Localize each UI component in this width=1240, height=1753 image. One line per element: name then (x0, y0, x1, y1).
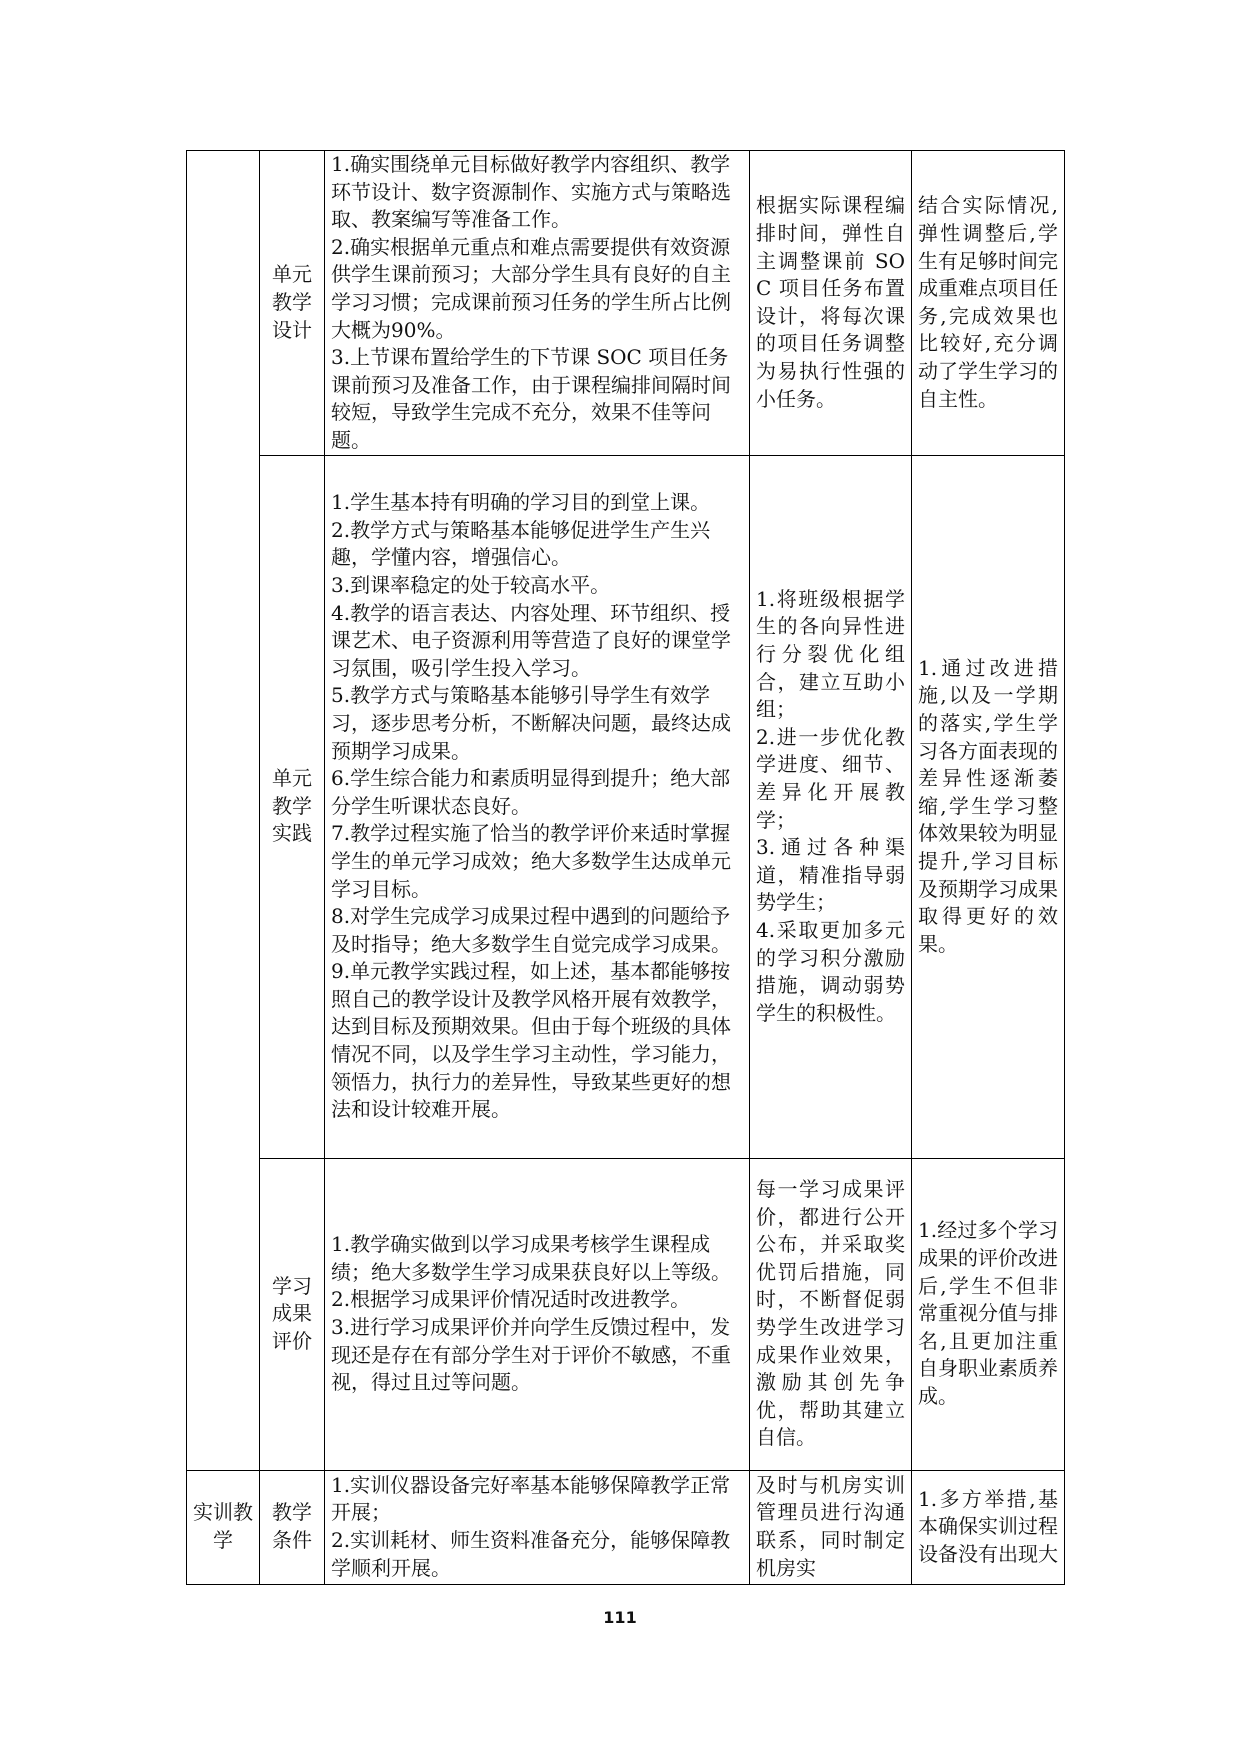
subcategory-cell: 单元教学设计 (260, 151, 325, 456)
situation-item: 1.实训仪器设备完好率基本能够保障教学正常开展； (331, 1472, 731, 1525)
situation-item: 1.学生基本持有明确的学习目的到堂上课。 (331, 490, 711, 515)
measures-item: 3.通过各种渠道，精准指导弱势学生； (756, 835, 905, 915)
measures-cell (750, 1158, 912, 1470)
category-cell: 实训教学 (187, 1470, 260, 1584)
situation-item: 2.确实根据单元重点和难点需要提供有效资源供学生课前预习；大部分学生具有良好的自主学习习惯；完成课前预习任务的学生所占比例大概为90%。 (331, 234, 731, 342)
situation-item: 5.教学方式与策略基本能够引导学生有效学习，逐步思考分析，不断解决问题，最终达成预期学习成果。 (331, 683, 731, 763)
table-row (187, 455, 1065, 1158)
report-table-body (187, 151, 1065, 1585)
situation-item: 3.进行学习成果评价并向学生反馈过程中，发现还是存在有部分学生对于评价不敏感，不重视，得过且过等问题。 (331, 1315, 731, 1395)
situation-item: 3.上节课布置给学生的下节课 SOC 项目任务课前预习及准备工作，由于课程编排间隔时间较短，导致学生完成不充分，效果不佳等问题。 (331, 345, 731, 452)
measures-item: 4.采取更加多元的学习积分激励措施，调动弱势学生的积极性。 (756, 917, 905, 1025)
situation-item: 3.到课率稳定的处于较高水平。 (331, 572, 611, 597)
situation-cell (325, 1158, 750, 1470)
effects-cell (912, 151, 1065, 456)
measures-cell (750, 455, 912, 1158)
situation-cell (325, 1470, 750, 1584)
subcategory-cell: 单元教学实践 (260, 455, 325, 1158)
measures-item: 2.进一步优化教学进度、细节、差异化开展教学； (756, 724, 905, 832)
effects-item: 1.多方举措,基本确保实训过程设备没有出现大 (918, 1486, 1058, 1566)
situation-item: 2.实训耗材、师生资料准备充分，能够保障教学顺利开展。 (331, 1528, 731, 1580)
measures-item: 根据实际课程编排时间，弹性自主调整课前 SOC 项目任务布置设计，将每次课的项目任务调整为易执行性强的小任务。 (756, 193, 905, 411)
subcategory-cell: 学习成果评价 (260, 1158, 325, 1470)
effects-item: 1.通过改进措施,以及一学期的落实,学生学习各方面表现的差异性逐渐萎缩,学生学习整体效果较为明显提升,学习目标及预期学习成果取得更好的效果。 (918, 655, 1058, 956)
measures-item: 每一学习成果评价，都进行公开公布，并采取奖优罚后措施，同时，不断督促弱势学生改进学习成果作业效果，激励其创先争优，帮助其建立自信。 (756, 1177, 905, 1450)
situation-item: 7.教学过程实施了恰当的教学评价来适时掌握学生的单元学习成效；绝大多数学生达成单元学习目标。 (331, 821, 731, 901)
situation-item: 2.教学方式与策略基本能够促进学生产生兴趣，学懂内容，增强信心。 (331, 517, 711, 570)
effects-item: 结合实际情况,弹性调整后,学生有足够时间完成重难点项目任务,完成效果也比较好,充分调动了学生学习的自主性。 (918, 193, 1058, 411)
effects-item: 1.经过多个学习成果的评价改进后,学生不但非常重视分值与排名,且更加注重自身职业素质养成。 (918, 1218, 1058, 1409)
measures-cell (750, 151, 912, 456)
table-row (187, 1158, 1065, 1470)
situation-cell (325, 455, 750, 1158)
situation-item: 1.确实围绕单元目标做好教学内容组织、教学环节设计、数字资源制作、实施方式与策略选取、教案编写等准备工作。 (331, 152, 731, 232)
situation-item: 2.根据学习成果评价情况适时改进教学。 (331, 1287, 691, 1312)
situation-item: 9.单元教学实践过程，如上述，基本都能够按照自己的教学设计及教学风格开展有效教学，达到目标及预期效果。但由于每个班级的具体情况不同，以及学生学习主动性，学习能力，领悟力，执行力的差异性，导致某些更好的想法和设计较难开展。 (331, 959, 731, 1122)
situation-item: 1.教学确实做到以学习成果考核学生课程成绩；绝大多数学生学习成果获良好以上等级。 (331, 1232, 731, 1284)
subcategory-cell: 教学条件 (260, 1470, 325, 1584)
page-number: 111 (603, 1608, 637, 1627)
effects-cell (912, 1158, 1065, 1470)
table-row (187, 1470, 1065, 1584)
category-cell (187, 151, 260, 1471)
effects-cell (912, 1470, 1065, 1584)
situation-item: 8.对学生完成学习成果过程中遇到的问题给予及时指导；绝大多数学生自觉完成学习成果。 (331, 904, 731, 956)
situation-item: 6.学生综合能力和素质明显得到提升；绝大部分学生听课状态良好。 (331, 766, 731, 818)
measures-item: 及时与机房实训管理员进行沟通联系，同时制定机房实 (756, 1472, 905, 1580)
table-row (187, 151, 1065, 456)
situation-item: 4.教学的语言表达、内容处理、环节组织、授课艺术、电子资源利用等营造了良好的课堂学习氛围，吸引学生投入学习。 (331, 600, 731, 680)
measures-cell (750, 1470, 912, 1584)
measures-item: 1.将班级根据学生的各向异性进行分裂优化组合，建立互助小组； (756, 586, 905, 722)
effects-cell (912, 455, 1065, 1158)
situation-cell (325, 151, 750, 456)
report-table (186, 150, 1065, 1585)
